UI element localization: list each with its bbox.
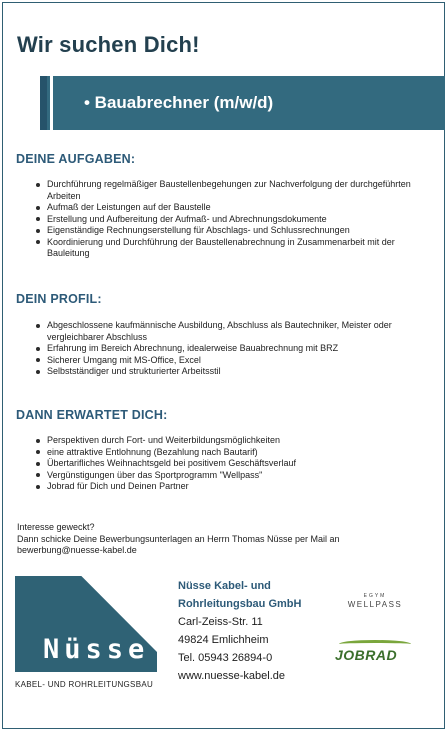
company-website-link[interactable]: www.nuesse-kabel.de [178,670,286,682]
list-item: Koordinierung und Durchführung der Baustellenabrechnung in Zusammenarbeit mit der Bauleitung [34,237,414,260]
job-title: • Bauabrechner (m/w/d) [84,93,274,112]
company-address [178,577,301,685]
company-name-line1: Nüsse Kabel- und [178,580,271,592]
contact-text [17,522,417,557]
contact-email-link[interactable]: bewerbung@nuesse-kabel.de [17,545,137,555]
list-item: Durchführung regelmäßiger Baustellenbegehungen zur Nachverfolgung der durchgeführten Arbeiten [34,179,414,202]
list-item: Vergünstigungen über das Sportprogramm "Wellpass" [34,470,414,482]
section-title-profil: DEIN PROFIL: [16,292,102,306]
jobrad-logo-text: JOBRAD [335,647,398,663]
wellpass-logo-small-text: EGYM [363,593,387,599]
list-item: Sicherer Umgang mit MS-Office, Excel [34,355,414,367]
list-item: Übertarifliches Weihnachtsgeld bei positivem Geschäftsverlauf [34,458,414,470]
list-erwartet [34,435,414,493]
company-phone: Tel. 05943 26894-0 [178,652,273,664]
company-name-line2: Rohrleitungsbau GmbH [178,598,302,610]
job-title-band-edge [40,76,47,130]
list-item: Abgeschlossene kaufmännische Ausbildung, Abschluss als Bautechniker, Meister oder vergleichbarer Abschluss [34,320,414,343]
company-city: 49824 Emlichheim [178,634,269,646]
contact-line-instruction: Dann schicke Deine Bewerbungsunterlagen an Herrn Thomas Nüsse per Mail an [17,533,340,544]
nuesse-logo [15,576,157,672]
list-item: Erfahrung im Bereich Abrechnung, idealerweise Bauabrechnung mit BRZ [34,343,414,355]
list-item: Erstellung und Aufbereitung der Aufmaß- und Abrechnungsdokumente [34,214,414,226]
logo-name: Nüsse [43,634,150,665]
list-profil [34,320,414,378]
contact-line-interest: Interesse geweckt? [17,522,95,532]
list-aufgaben [34,179,414,260]
list-item: Aufmaß der Leistungen auf der Baustelle [34,202,414,214]
list-item: eine attraktive Entlohnung (Bezahlung nach Bautarif) [34,447,414,459]
list-item: Perspektiven durch Fort- und Weiterbildungsmöglichkeiten [34,435,414,447]
jobrad-logo [333,640,413,666]
logo-subtitle: KABEL- UND ROHRLEITUNGSBAU [15,680,154,689]
section-title-aufgaben: DEINE AUFGABEN: [16,152,136,166]
wellpass-logo [344,593,406,609]
section-title-erwartet: DANN ERWARTET DICH: [16,408,168,422]
wellpass-logo-text: WELLPASS [347,600,403,609]
list-item: Jobrad für Dich und Deinen Partner [34,481,414,493]
list-item: Selbstständiger und strukturierter Arbeitsstil [34,366,414,378]
page-headline: Wir suchen Dich! [17,32,200,57]
job-title-band-accent-line [50,76,53,130]
list-item: Eigenständige Rechnungserstellung für Abschlags- und Schlussrechnungen [34,225,414,237]
company-street: Carl-Zeiss-Str. 11 [178,616,263,628]
